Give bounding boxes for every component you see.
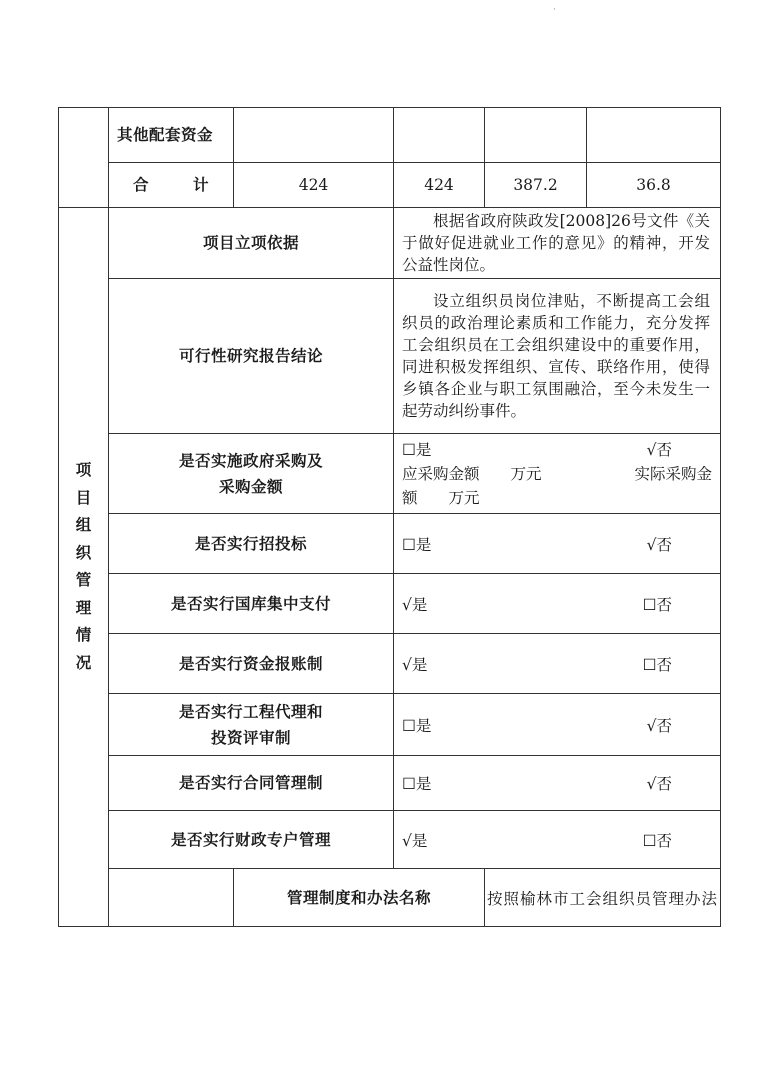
management-label: 管理制度和办法名称 — [234, 869, 485, 927]
reimbursement-label: 是否实行资金报账制 — [109, 634, 394, 694]
contract-no-checkbox[interactable]: √否 — [646, 775, 672, 793]
reimbursement-yes-checkbox[interactable]: √是 — [402, 655, 428, 674]
procurement-yes-checkbox[interactable]: ☐是 — [402, 440, 432, 459]
side-cell-funding — [59, 108, 109, 208]
basis-label: 项目立项依据 — [109, 208, 394, 279]
agency-review-options — [394, 694, 721, 756]
side-char: 目 — [75, 488, 92, 507]
other-funding-cell-4 — [587, 108, 721, 163]
special-account-yes-checkbox[interactable]: √是 — [402, 831, 428, 850]
total-value-4: 36.8 — [587, 163, 721, 208]
row-bidding — [59, 514, 721, 574]
other-funding-cell-1 — [234, 108, 394, 163]
procurement-label — [109, 434, 394, 514]
side-char: 项 — [75, 461, 92, 479]
special-account-label: 是否实行财政专户管理 — [109, 811, 394, 869]
procurement-label-line1: 是否实施政府采购及 — [178, 451, 323, 470]
row-special-account — [59, 811, 721, 869]
row-agency-review — [59, 694, 721, 756]
bidding-yes-checkbox[interactable]: ☐是 — [402, 535, 432, 554]
agency-review-label-line2: 投资评审制 — [210, 728, 291, 747]
procurement-no-checkbox[interactable]: √否 — [646, 440, 672, 459]
other-funding-cell-2 — [394, 108, 485, 163]
total-label-b: 计 — [193, 176, 210, 194]
row-reimbursement — [59, 634, 721, 694]
side-char: 组 — [75, 516, 92, 534]
agency-review-no-checkbox[interactable]: √否 — [646, 716, 672, 735]
treasury-label: 是否实行国库集中支付 — [109, 574, 394, 634]
reimbursement-options — [394, 634, 721, 694]
treasury-options — [394, 574, 721, 634]
project-table — [58, 107, 721, 927]
row-other-funding — [59, 108, 721, 163]
total-value-2: 424 — [394, 163, 485, 208]
total-value-3: 387.2 — [485, 163, 587, 208]
row-treasury — [59, 574, 721, 634]
agency-review-label — [109, 694, 394, 756]
side-char: 理 — [75, 598, 92, 617]
row-feasibility — [59, 279, 721, 434]
procurement-actual-amount: 实际采购金 — [634, 464, 712, 483]
row-basis — [59, 208, 721, 279]
corner-mark: · — [553, 5, 556, 15]
row-procurement — [59, 434, 721, 514]
side-char: 织 — [75, 543, 92, 562]
side-label — [59, 208, 109, 927]
treasury-no-checkbox[interactable]: ☐否 — [642, 595, 672, 614]
bidding-options — [394, 514, 721, 574]
feasibility-label: 可行性研究报告结论 — [109, 279, 394, 434]
procurement-expected-amount: 应采购金额 万元 — [402, 464, 542, 483]
total-label — [109, 163, 234, 208]
agency-review-label-line1: 是否实行工程代理和 — [178, 702, 323, 721]
procurement-options — [394, 434, 721, 514]
total-label-a: 合 — [132, 176, 149, 194]
procurement-label-line2: 采购金额 — [218, 477, 283, 496]
special-account-options — [394, 811, 721, 869]
row-total — [59, 163, 721, 208]
other-funding-cell-3 — [485, 108, 587, 163]
agency-review-yes-checkbox[interactable]: ☐是 — [402, 716, 432, 735]
bidding-label: 是否实行招投标 — [109, 514, 394, 574]
contract-label: 是否实行合同管理制 — [109, 756, 394, 811]
side-cell-management — [109, 869, 234, 927]
reimbursement-no-checkbox[interactable]: ☐否 — [642, 655, 672, 674]
total-value-1: 424 — [234, 163, 394, 208]
bidding-no-checkbox[interactable]: √否 — [646, 535, 672, 554]
row-contract — [59, 756, 721, 811]
contract-yes-checkbox[interactable]: ☐是 — [402, 775, 432, 793]
side-char: 况 — [75, 653, 92, 672]
contract-options — [394, 756, 721, 811]
side-char: 管 — [75, 571, 92, 589]
procurement-amount-unit: 额 万元 — [402, 488, 480, 507]
other-funding-label: 其他配套资金 — [109, 108, 234, 163]
side-char: 情 — [75, 626, 92, 644]
basis-text: 根据省政府陕政发[2008]26号文件《关于做好促进就业工作的意见》的精神，开发公益性岗位。 — [394, 208, 721, 279]
treasury-yes-checkbox[interactable]: √是 — [402, 595, 428, 614]
management-text: 按照榆林市工会组织员管理办法 — [485, 869, 721, 927]
row-management — [59, 869, 721, 927]
special-account-no-checkbox[interactable]: ☐否 — [642, 831, 672, 850]
feasibility-text: 设立组织员岗位津贴，不断提高工会组织员的政治理论素质和工作能力，充分发挥工会组织员在工会组织建设中的重要作用，同进积极发挥组织、宣传、联络作用，使得乡镇各企业与职工氛围融洽，至今未发生一起劳动纠纷事件。 — [394, 279, 721, 434]
